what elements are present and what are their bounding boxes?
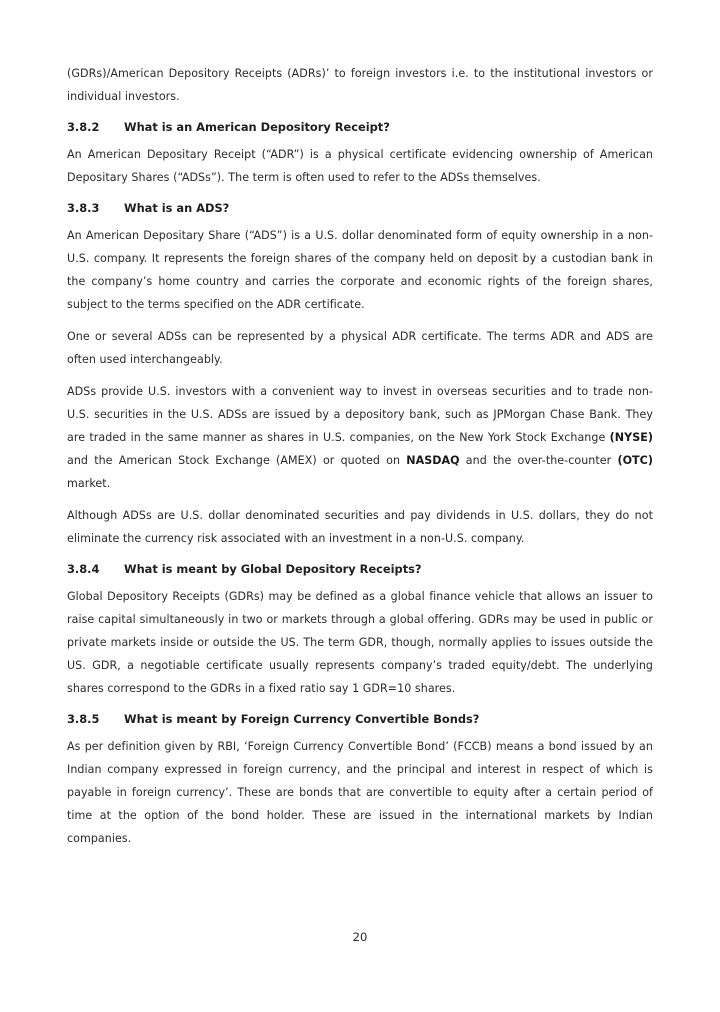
section-number: 3.8.4 (67, 562, 100, 576)
section-heading-ads (67, 198, 653, 218)
body-paragraph: Global Depository Receipts (GDRs) may be defined as a global finance vehicle that allows an issuer to raise capital simultaneously in two or markets through a global offering. GDRs may be used in public or private markets inside or outside the US. The term GDR, though, normally applies to issues outside the US. GDR, a negotiable certificate usually represents company’s traded equity/debt. The underlying shares correspond to the GDRs in a fixed ratio say 1 GDR=10 shares. (67, 590, 653, 695)
text-run: and the over-the-counter (459, 454, 618, 467)
section-number: 3.8.5 (67, 712, 100, 726)
body-paragraph-rich (67, 380, 653, 495)
body-paragraph: An American Depositary Share (“ADS”) is a U.S. dollar denominated form of equity ownership in a non-U.S. company. It represents the foreign shares of the company held on deposit by a custodian bank in the company’s home country and carries the corporate and economic rights of the foreign shares, subject to the terms specified on the ADR certificate. (67, 229, 653, 311)
section-gdr (67, 559, 653, 700)
bold-term-nyse: (NYSE) (609, 431, 653, 444)
body-paragraph: An American Depositary Receipt (“ADR”) is a physical certificate evidencing ownership of American Depositary Shares (“ADSs”). The term is often used to refer to the ADSs themselves. (67, 148, 653, 184)
text-run: and the American Stock Exchange (AMEX) or quoted on (67, 454, 407, 467)
intro-paragraph: (GDRs)/American Depository Receipts (ADRs)’ to foreign investors i.e. to the institutional investors or individual investors. (67, 67, 653, 103)
section-heading-adr (67, 117, 653, 137)
text-run: market. (67, 477, 111, 490)
body-paragraph: Although ADSs are U.S. dollar denominated securities and pay dividends in U.S. dollars, they do not eliminate the currency risk associated with an investment in a non-U.S. company. (67, 509, 653, 545)
page-number: 20 (352, 930, 368, 944)
body-paragraph: As per definition given by RBI, ‘Foreign Currency Convertible Bond’ (FCCB) means a bond issued by an Indian company expressed in foreign currency, and the principal and interest in respect of which is payable in foreign currency’. These are bonds that are convertible to equity after a certain period of time at the option of the bond holder. These are issued in the international markets by Indian companies. (67, 740, 653, 845)
document-page (67, 62, 653, 859)
section-ads (67, 198, 653, 550)
text-run: ADSs provide U.S. investors with a convenient way to invest in overseas securities and to trade non-U.S. securities in the U.S. ADSs are issued by a depository bank, such as JPMorgan Chase Bank. They are traded in the same manner as shares in U.S. companies, on the New York Stock Exchange (67, 385, 653, 444)
section-heading-gdr (67, 559, 653, 579)
section-title: What is meant by Global Depository Receipts? (124, 562, 422, 576)
section-title: What is an ADS? (124, 201, 230, 215)
section-number: 3.8.2 (67, 120, 100, 134)
body-paragraph: One or several ADSs can be represented by a physical ADR certificate. The terms ADR and ADS are often used interchangeably. (67, 330, 653, 366)
section-fccb (67, 709, 653, 850)
section-adr (67, 117, 653, 189)
section-number: 3.8.3 (67, 201, 100, 215)
section-heading-fccb (67, 709, 653, 729)
bold-term-nasdaq: NASDAQ (406, 454, 460, 467)
bold-term-otc: (OTC) (617, 454, 653, 467)
section-title: What is an American Depository Receipt? (124, 120, 390, 134)
section-title: What is meant by Foreign Currency Convertible Bonds? (124, 712, 480, 726)
